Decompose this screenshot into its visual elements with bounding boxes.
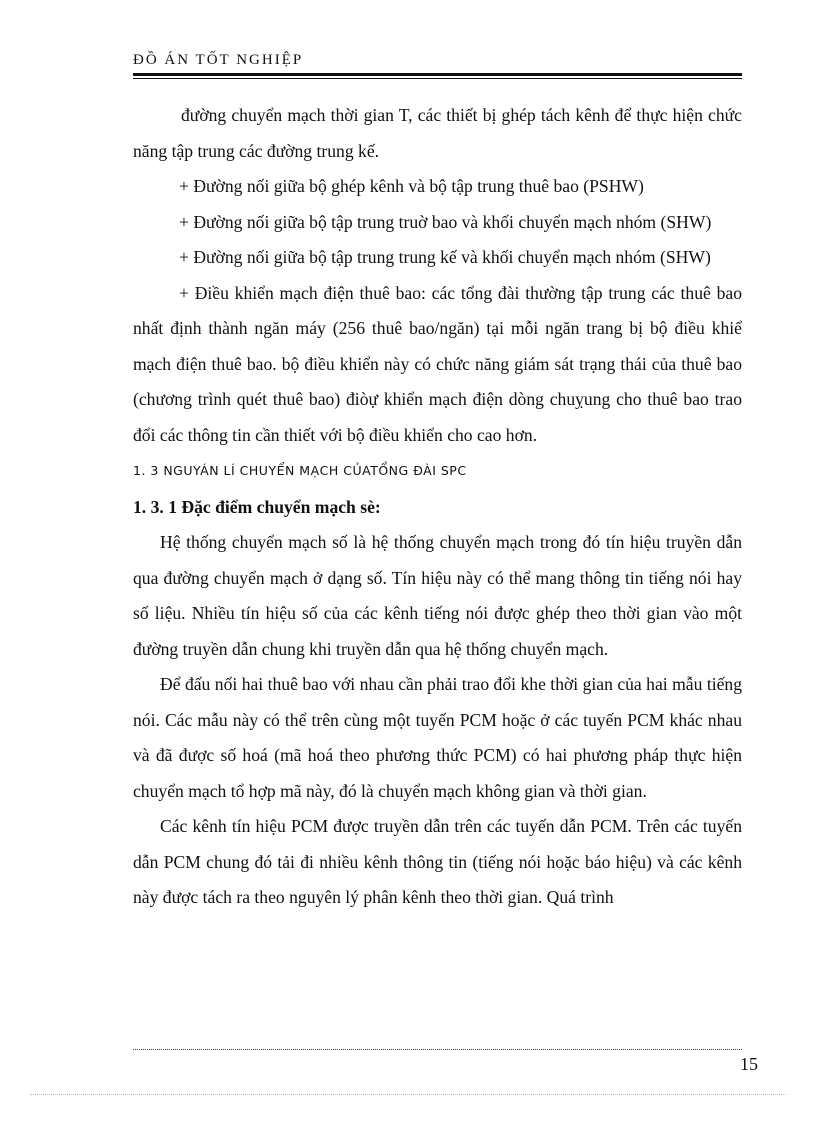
paragraph-8: Các kênh tín hiệu PCM được truyền dẫn trên các tuyến dẫn PCM. Trên các tuyến dẫn PCM chung đó tải đi nhiều kênh thông tin (tiếng nói hoặc báo hiệu) và các kênh này được tách ra theo nguyên lý phân kênh theo thời gian. Quá trình <box>133 816 742 907</box>
header-rule-thick <box>133 73 742 76</box>
footer-rule <box>133 1049 742 1050</box>
paragraph-4: + Đường nối giữa bộ tập trung trung kế và khối chuyển mạch nhóm (SHW) <box>179 247 711 267</box>
paragraph-1: đường chuyển mạch thời gian T, các thiết bị ghép tách kênh để thực hiện chức năng tập trung các đường trung kế. <box>133 105 742 161</box>
header-rule-thin <box>133 78 742 79</box>
paragraph-6: Hệ thống chuyển mạch số là hệ thống chuyển mạch trong đó tín hiệu truyền dẫn qua đường chuyển mạch ở dạng số. Tín hiệu này có thể mang thông tin tiếng nói hay số liệu. Nhiều tín hiệu số của các kênh tiếng nói được ghép theo thời gian vào một đường truyền dẫn chung khi truyền dẫn qua hệ thống chuyển mạch. <box>133 532 742 659</box>
header-title: ĐỒ ÁN TỐT NGHIỆP <box>133 52 304 68</box>
page-body <box>133 98 742 916</box>
page-number: 15 <box>740 1054 758 1074</box>
paragraph-5: + Điều khiển mạch điện thuê bao: các tổng đài thường tập trung các thuê bao nhất định thành ngăn máy (256 thuê bao/ngăn) tại mỗi ngăn trang bị bộ điều khiể mạch điện thuê bao. bộ điều khiển này có chức năng giám sát trạng thái của thuê bao (chương trình quét thuê bao) điòự khiển mạch điện dòng chuỵung cho thuê bao trao đổi các thông tin cần thiết với bộ điều khiển cho cao hơn. <box>133 282 742 445</box>
paragraph-3: + Đường nối giữa bộ tập trung truờ bao và khối chuyển mạch nhóm (SHW) <box>179 211 712 232</box>
section-heading: 1. 3 NGUYÁN LÍ CHUYỂN MẠCH CỦATỔNG ĐÀI SPC <box>133 463 467 478</box>
page-bottom-border <box>30 1094 786 1095</box>
subsection-heading: 1. 3. 1 Đặc điểm chuyển mạch sè: <box>133 497 381 517</box>
paragraph-2: + Đường nối giữa bộ ghép kênh và bộ tập trung thuê bao (PSHW) <box>179 176 644 196</box>
paragraph-7: Để đấu nối hai thuê bao với nhau cần phải trao đổi khe thời gian của hai mẫu tiếng nói. Các mẫu này có thể trên cùng một tuyến PCM hoặc ở các tuyến PCM khác nhau và đã được số hoá (mã hoá theo phương thức PCM) có hai phương pháp thực hiện chuyển mạch tổ hợp mã này, đó là chuyển mạch không gian và thời gian. <box>133 674 742 801</box>
